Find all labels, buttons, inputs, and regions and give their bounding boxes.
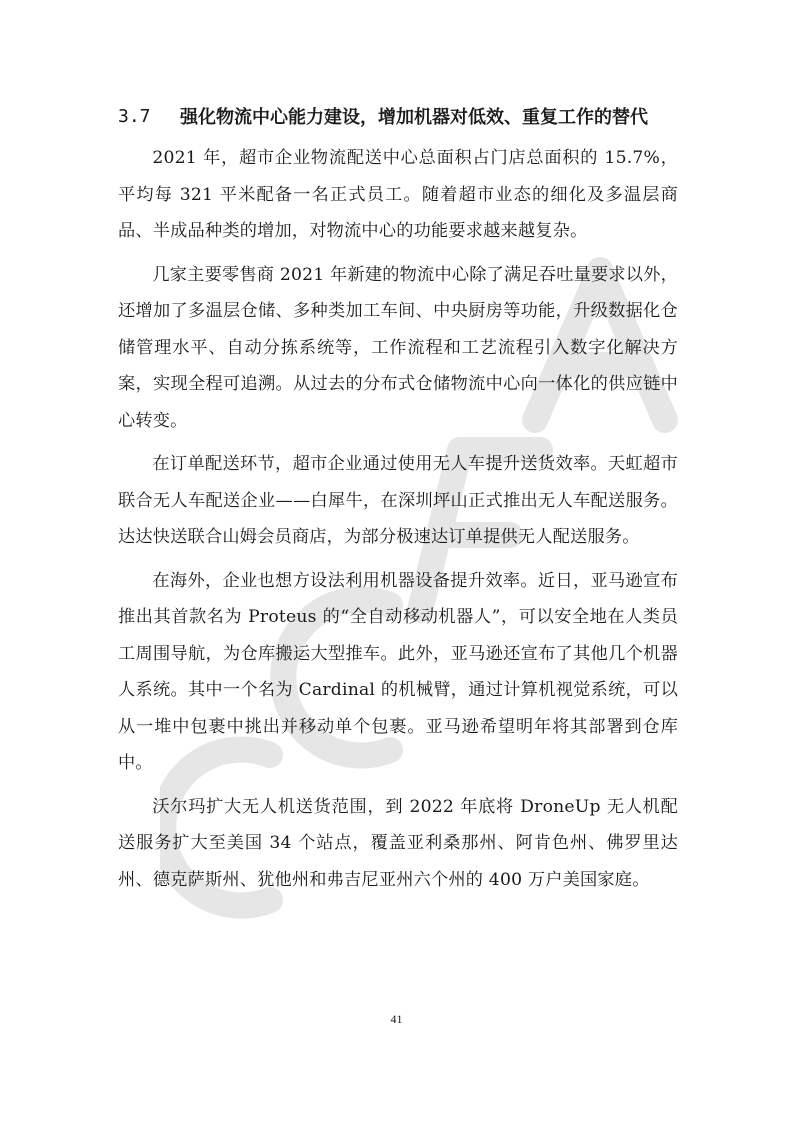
paragraph-amazon-robots: 在海外，企业也想方设法利用机器设备提升效率。近日，亚马逊宣布推出其首款名为 Proteus 的“全自动移动机器人”，可以安全地在人类员工周围导航，为仓库搬运大型推车。此外，亚马逊还宣布了其他几个机器人系统。其中一个名为 Cardinal 的机械臂，通过计算机视觉系统，可以从一堆中包裹中挑出并移动单个包裹。亚马逊希望明年将其部署到仓库中。 xyxy=(118,570,678,773)
paragraph-walmart-drones: 沃尔玛扩大无人机送货范围，到 2022 年底将 DroneUp 无人机配送服务扩大至美国 34 个站点，覆盖亚利桑那州、阿肯色州、佛罗里达州、德克萨斯州、犹他州和弗吉尼亚州六个州的 400 万户美国家庭。 xyxy=(118,796,678,890)
section-number: 3.7 xyxy=(118,105,151,127)
paragraph-logistics-area: 2021 年，超市企业物流配送中心总面积占门店总面积的 15.7%，平均每 321 平米配备一名正式员工。随着超市业态的细化及多温层商品、半成品种类的增加，对物流中心的功能要求越来越复杂。 xyxy=(118,148,678,241)
section-heading xyxy=(118,96,678,136)
paragraph-unmanned-delivery: 在订单配送环节，超市企业通过使用无人车提升送货效率。天虹超市联合无人车配送企业——白犀牛，在深圳坪山正式推出无人车配送服务。达达快送联合山姆会员商店，为部分极速达订单提供无人配送服务。 xyxy=(118,454,678,547)
section-title: 强化物流中心能力建设，增加机器对低效、重复工作的替代 xyxy=(180,107,648,128)
page-number: 41 xyxy=(390,1012,403,1026)
paragraph-new-logistics-centers: 几家主要零售商 2021 年新建的物流中心除了满足吞吐量要求以外，还增加了多温层仓储、多种类加工车间、中央厨房等功能，升级数据化仓储管理水平、自动分拣系统等，工作流程和工艺流程引入数字化解决方案，实现全程可追溯。从过去的分布式仓储物流中心向一体化的供应链中心转变。 xyxy=(118,264,678,431)
document-body xyxy=(118,96,678,905)
